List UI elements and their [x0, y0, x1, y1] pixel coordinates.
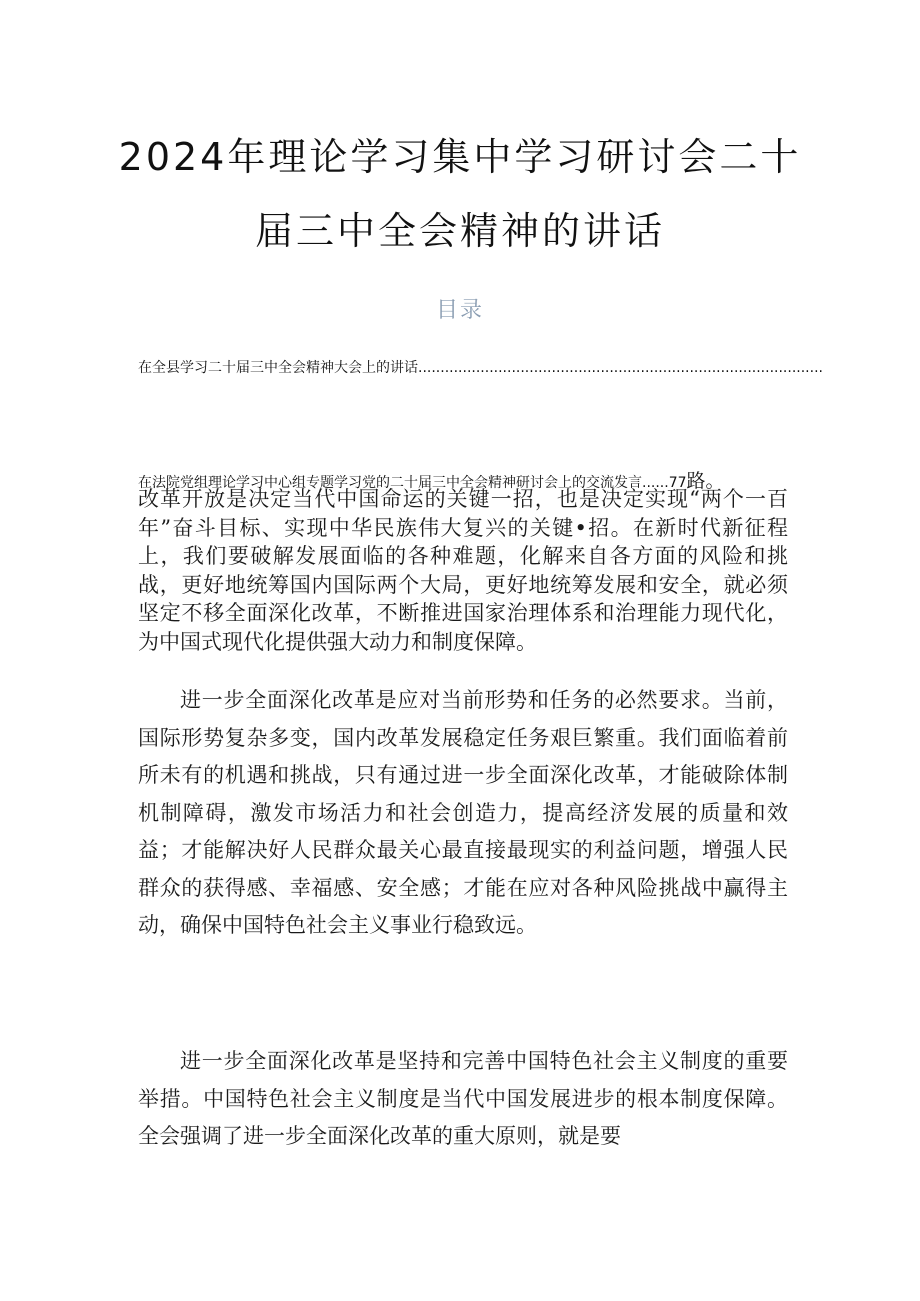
toc-heading: 目录: [435, 298, 484, 323]
body-paragraph: 进一步全面深化改革是应对当前形势和任务的必然要求。当前，国际形势复杂多变，国内改革发展稳定任务艰巨繁重。我们面临着前所未有的机遇和挑战，只有通过进一步全面深化改革，才能破除体制机制障碍，激发市场活力和社会创造力，提高经济发展的质量和效益；才能解决好人民群众最关心最直接最现实的利益问题，增强人民群众的获得感、幸福感、安全感；才能在应对各种风险挑战中赢得主动，确保中国特色社会主义事业行稳致远。: [138, 688, 788, 937]
document-title-line-2: 届三中全会精神的讲话: [254, 209, 665, 253]
body-paragraph: 进一步全面深化改革是坚持和完善中国特色社会主义制度的重要举措。中国特色社会主义制度是当代中国发展进步的根本制度保障。全会强调了进一步全面深化改革的重大原则，就是要: [138, 1049, 788, 1148]
body-paragraph: 改革开放是决定当代中国命运的关键一招，也是决定实现“两个一百年”奋斗目标、实现中华民族伟大复兴的关键•招。在新时代新征程上，我们要破解发展面临的各种难题，化解来自各方面的风险和挑战，更好地统筹国内国际两个大局，更好地统筹发展和安全，就必须坚定不移全面深化改革，不断推进国家治理体系和治理能力现代化，为中国式现代化提供强大动力和制度保障。: [138, 487, 788, 654]
toc-entry[interactable]: [138, 357, 823, 377]
toc-entry-page-suffix: 路。: [686, 470, 725, 492]
toc-entry-text: 在法院党组理论学习中心组专题学习党的二十届三中全会精神研讨会上的交流发言......77: [138, 475, 687, 491]
document-title-line-1: 2024年理论学习集中学习研讨会二十: [118, 135, 802, 179]
toc-entry-leader: ...........................................................................................: [418, 360, 823, 376]
toc-entry-text: 在全县学习二十届三中全会精神大会上的讲话: [138, 360, 418, 376]
